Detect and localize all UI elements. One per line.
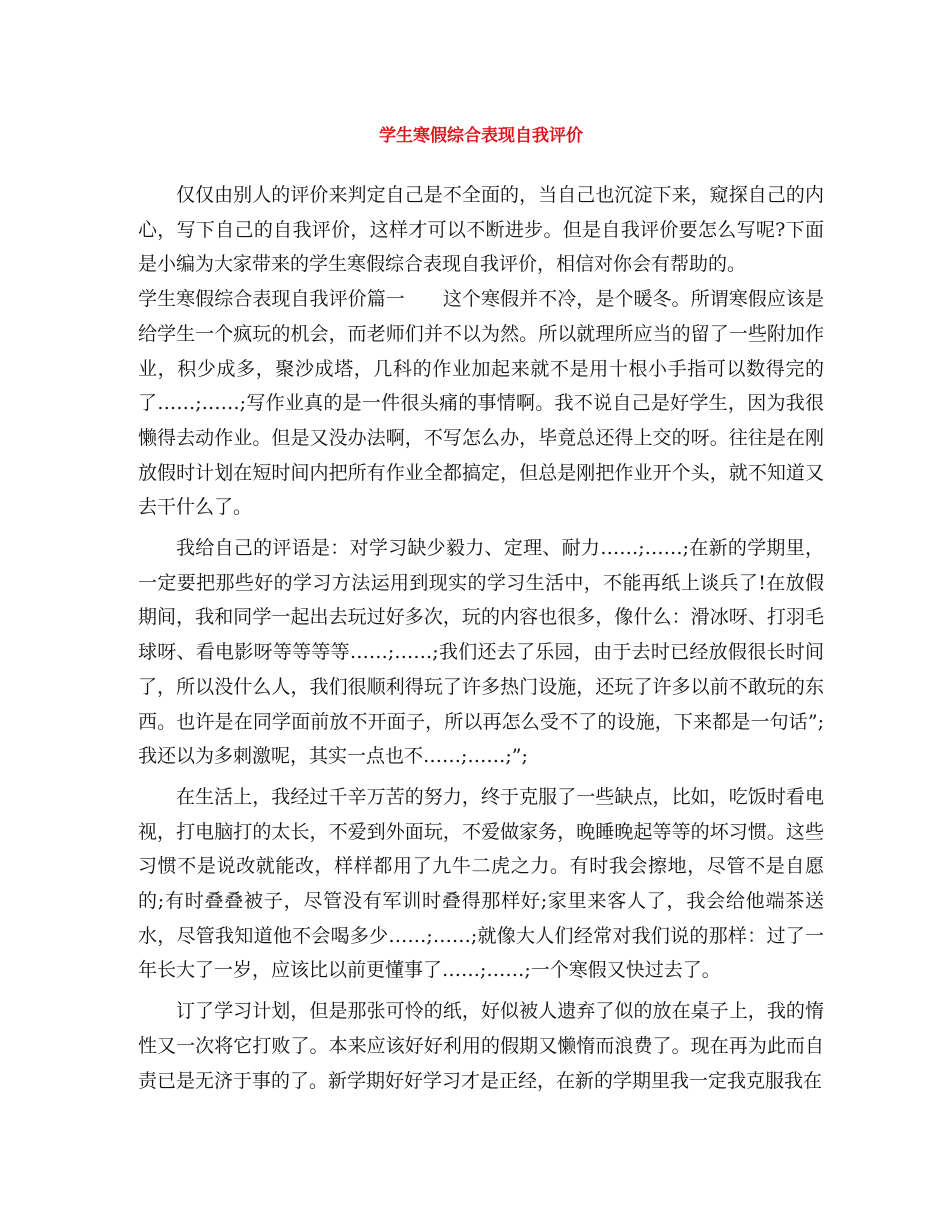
document-title: 学生寒假综合表现自我评价 [379,126,583,146]
section-heading: 学生寒假综合表现自我评价篇一 [138,288,405,311]
section-first-paragraph [138,282,824,525]
document-body [138,178,824,1098]
body-paragraph-life: 在生活上，我经过千辛万苦的努力，终于克服了一些缺点，比如，吃饭时看电视，打电脑打的太长，不爱到外面玩，不爱做家务，晚睡晚起等等的坏习惯。这些习惯不是说改就能改，样样都用了九牛二虎之力。有时我会擦地，尽管不是自愿的;有时叠叠被子，尽管没有军训时叠得那样好;家里来客人了，我会给他端茶送水，尽管我知道他不会喝多少……;……;就像大人们经常对我们说的那样：过了一年长大了一岁，应该比以前更懂事了……;……;一个寒假又快过去了。 [138,785,824,982]
body-paragraph-plan: 订了学习计划，但是那张可怜的纸，好似被人遗弃了似的放在桌子上，我的惰性又一次将它打败了。本来应该好好利用的假期又懒惰而浪费了。现在再为此而自责已是无济于事的了。新学期好好学习才是正经，在新的学期里我一定我克服我在 [138,1000,824,1092]
body-paragraph-self-review: 我给自己的评语是：对学习缺少毅力、定理、耐力……;……;在新的学期里，一定要把那些好的学习方法运用到现实的学习生活中，不能再纸上谈兵了!在放假期间，我和同学一起出去玩过好多次，玩的内容也很多，像什么：滑冰呀、打羽毛球呀、看电影呀等等等等……;……;我们还去了乐园，由于去时已经放假很长时间了，所以没什么人，我们很顺利得玩了许多热门设施，还玩了许多以前不敢玩的东西。也许是在同学面前放不开面子，所以再怎么受不了的设施，下来都是一句话”;我还以为多刺激呢，其实一点也不……;……;”; [138,537,824,768]
section-first-text: 这个寒假并不冷，是个暖冬。所谓寒假应该是给学生一个疯玩的机会，而老师们并不以为然。所以就理所应当的留了一些附加作业，积少成多，聚沙成塔，几科的作业加起来就不是用十根小手指可以数得完的了……;……;写作业真的是一件很头痛的事情啊。我不说自己是好学生，因为我很懒得去动作业。但是又没办法啊，不写怎么办，毕竟总还得上交的呀。往往是在刚放假时计划在短时间内把所有作业全都搞定，但总是刚把作业开个头，就不知道又去干什么了。 [138,288,824,519]
intro-paragraph: 仅仅由别人的评价来判定自己是不全面的，当自己也沉淀下来，窥探自己的内心，写下自己的自我评价，这样才可以不断进步。但是自我评价要怎么写呢?下面是小编为大家带来的学生寒假综合表现自我评价，相信对你会有帮助的。 [138,184,824,276]
